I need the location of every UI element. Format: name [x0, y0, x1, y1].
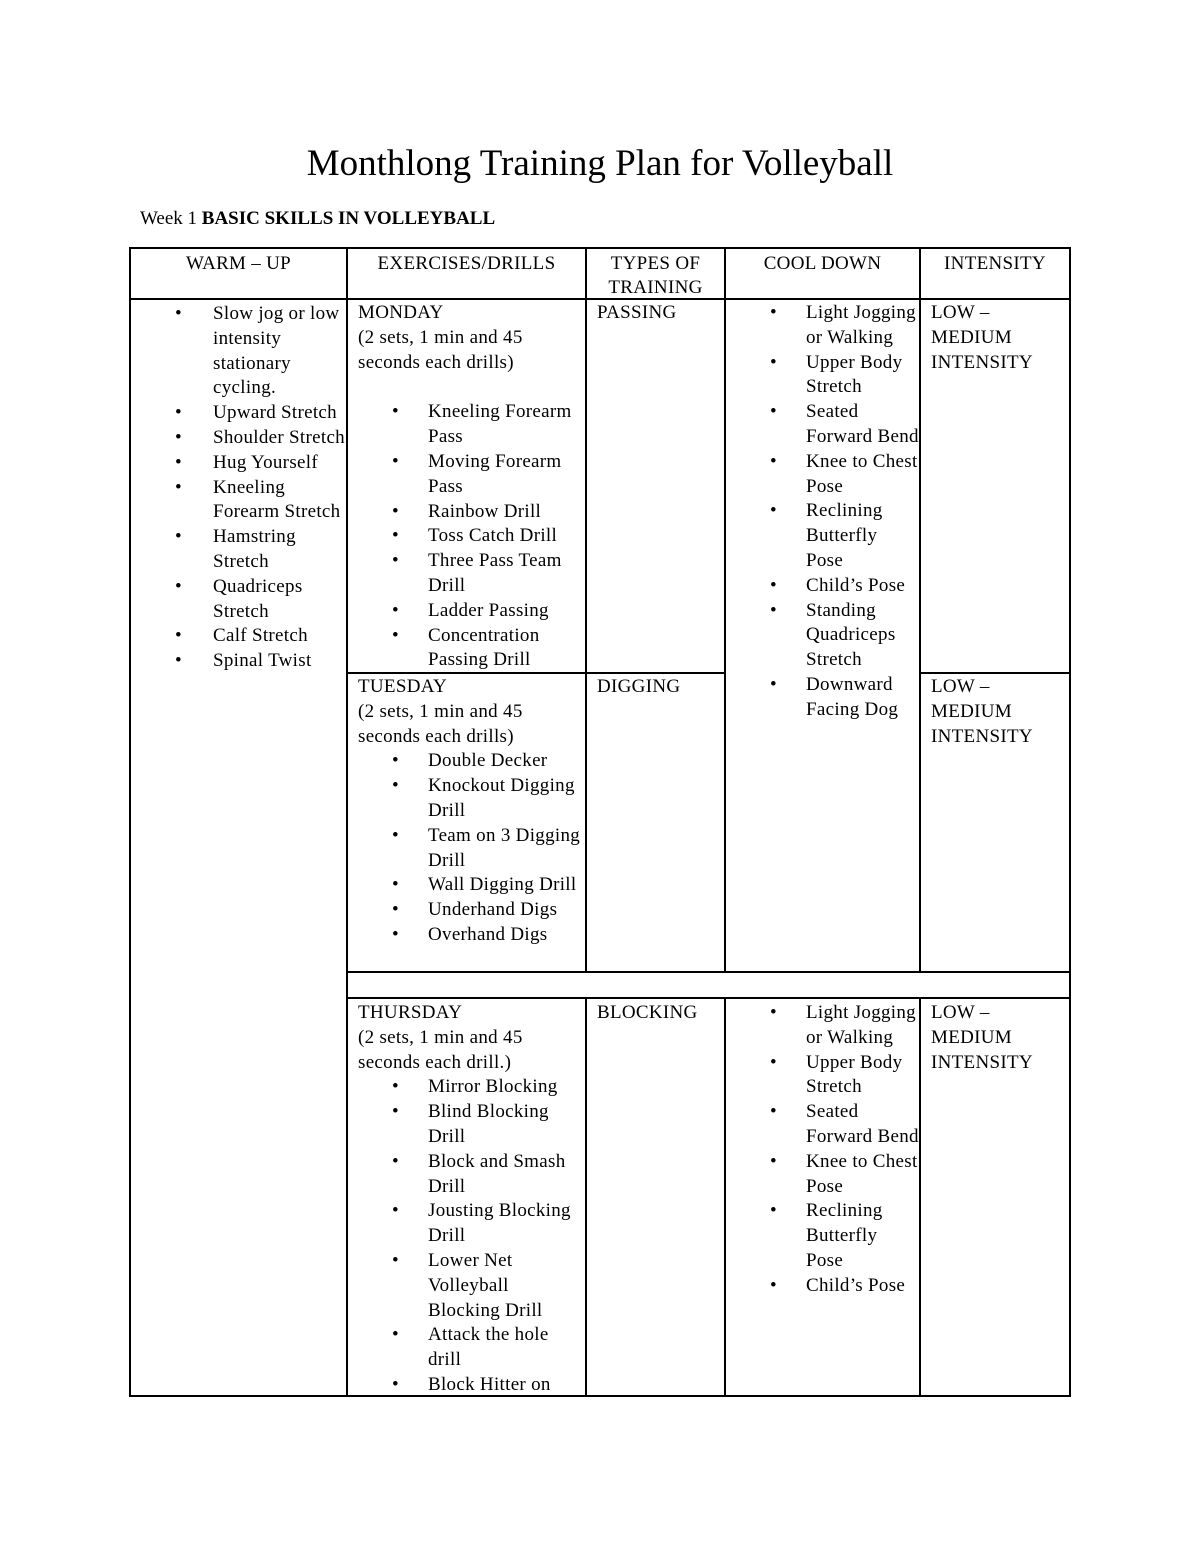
header-cool-down: COOL DOWN [724, 247, 921, 300]
list-item: • Ladder Passing [348, 599, 585, 624]
list-item: • Reclining Butterfly Pose [726, 1199, 919, 1273]
document-title: Monthlong Training Plan for Volleyball [306, 143, 894, 184]
list-item: • Lower Net Volleyball Blocking Drill [348, 1249, 585, 1323]
monday-type: PASSING [585, 298, 726, 674]
tuesday-exercises-cell [346, 672, 587, 973]
monday-sets: (2 sets, 1 min and 45 seconds each drills) [358, 326, 523, 373]
list-item: • Upper Body Stretch [726, 1051, 919, 1101]
monday-day: MONDAY [358, 302, 444, 323]
list-item: • Reclining Butterfly Pose [726, 499, 919, 573]
list-item: • Seated Forward Bend [726, 1100, 919, 1150]
list-item: • Three Pass Team Drill [348, 549, 585, 599]
list-item: • Spinal Twist [131, 649, 346, 674]
week-label: Week 1 [140, 208, 198, 229]
tuesday-drill-list [348, 749, 585, 947]
cool-down-cell-2 [724, 997, 921, 1397]
list-item: • Jousting Blocking Drill [348, 1199, 585, 1249]
list-item: • Downward Facing Dog [726, 673, 919, 723]
header-exercises: EXERCISES/DRILLS [346, 247, 587, 300]
tuesday-type: DIGGING [585, 672, 726, 973]
list-item: • Toss Catch Drill [348, 524, 585, 549]
list-item: • Blind Blocking Drill [348, 1100, 585, 1150]
thursday-drill-list [348, 1075, 585, 1397]
week-title: BASIC SKILLS IN VOLLEYBALL [201, 208, 496, 229]
list-item: • Kneeling Forearm Pass [348, 400, 585, 450]
header-intensity: INTENSITY [919, 247, 1071, 300]
monday-drill-list [348, 400, 585, 673]
thursday-day: THURSDAY [358, 1002, 463, 1023]
list-item: • Moving Forearm Pass [348, 450, 585, 500]
list-item: • Child’s Pose [726, 1274, 919, 1299]
header-warm-up: WARM – UP [129, 247, 348, 300]
thursday-type: BLOCKING [585, 997, 726, 1397]
list-item: • Slow jog or low intensity stationary cycling. [131, 302, 346, 401]
list-item: • Rainbow Drill [348, 500, 585, 525]
list-item: • Shoulder Stretch [131, 426, 346, 451]
list-item: • Knee to Chest Pose [726, 450, 919, 500]
list-item: • Quadriceps Stretch [131, 575, 346, 625]
list-item: • Block and Smash Drill [348, 1150, 585, 1200]
tuesday-sets: (2 sets, 1 min and 45 seconds each drills) [358, 700, 523, 747]
list-item: • Team on 3 Digging Drill [348, 824, 585, 874]
list-item: • Block Hitter on [348, 1373, 585, 1397]
list-item: • Standing Quadriceps Stretch [726, 599, 919, 673]
warm-up-cell [129, 298, 348, 1397]
list-item: • Seated Forward Bend [726, 400, 919, 450]
list-item: • Kneeling Forearm Stretch [131, 476, 346, 526]
list-item: • Upper Body Stretch [726, 351, 919, 401]
list-item: • Hug Yourself [131, 451, 346, 476]
cool-down-cell-1 [724, 298, 921, 973]
header-types: TYPES OF TRAINING [585, 247, 726, 300]
list-item: • Hamstring Stretch [131, 525, 346, 575]
tuesday-intensity: LOW – MEDIUM INTENSITY [919, 672, 1071, 973]
thursday-exercises-cell [346, 997, 587, 1397]
list-item: • Calf Stretch [131, 624, 346, 649]
list-item: • Knee to Chest Pose [726, 1150, 919, 1200]
spacer-row [346, 971, 1071, 999]
cool-down-list-1 [726, 301, 919, 723]
list-item: • Attack the hole drill [348, 1323, 585, 1373]
list-item: • Wall Digging Drill [348, 873, 585, 898]
list-item: • Upward Stretch [131, 401, 346, 426]
monday-exercises-cell [346, 298, 587, 674]
list-item: • Underhand Digs [348, 898, 585, 923]
list-item: • Light Jogging or Walking [726, 1001, 919, 1051]
list-item: • Overhand Digs [348, 923, 585, 948]
monday-intensity: LOW – MEDIUM INTENSITY [919, 298, 1071, 674]
list-item: • Double Decker [348, 749, 585, 774]
list-item: • Mirror Blocking [348, 1075, 585, 1100]
list-item: • Child’s Pose [726, 574, 919, 599]
warm-up-list [131, 302, 346, 674]
week-heading [140, 206, 495, 232]
tuesday-day: TUESDAY [358, 676, 448, 697]
thursday-sets: (2 sets, 1 min and 45 seconds each drill.) [358, 1026, 523, 1073]
list-item: • Knockout Digging Drill [348, 774, 585, 824]
thursday-intensity: LOW – MEDIUM INTENSITY [919, 997, 1071, 1397]
cool-down-list-2 [726, 1001, 919, 1299]
list-item: • Light Jogging or Walking [726, 301, 919, 351]
list-item: • Concentration Passing Drill [348, 624, 585, 674]
